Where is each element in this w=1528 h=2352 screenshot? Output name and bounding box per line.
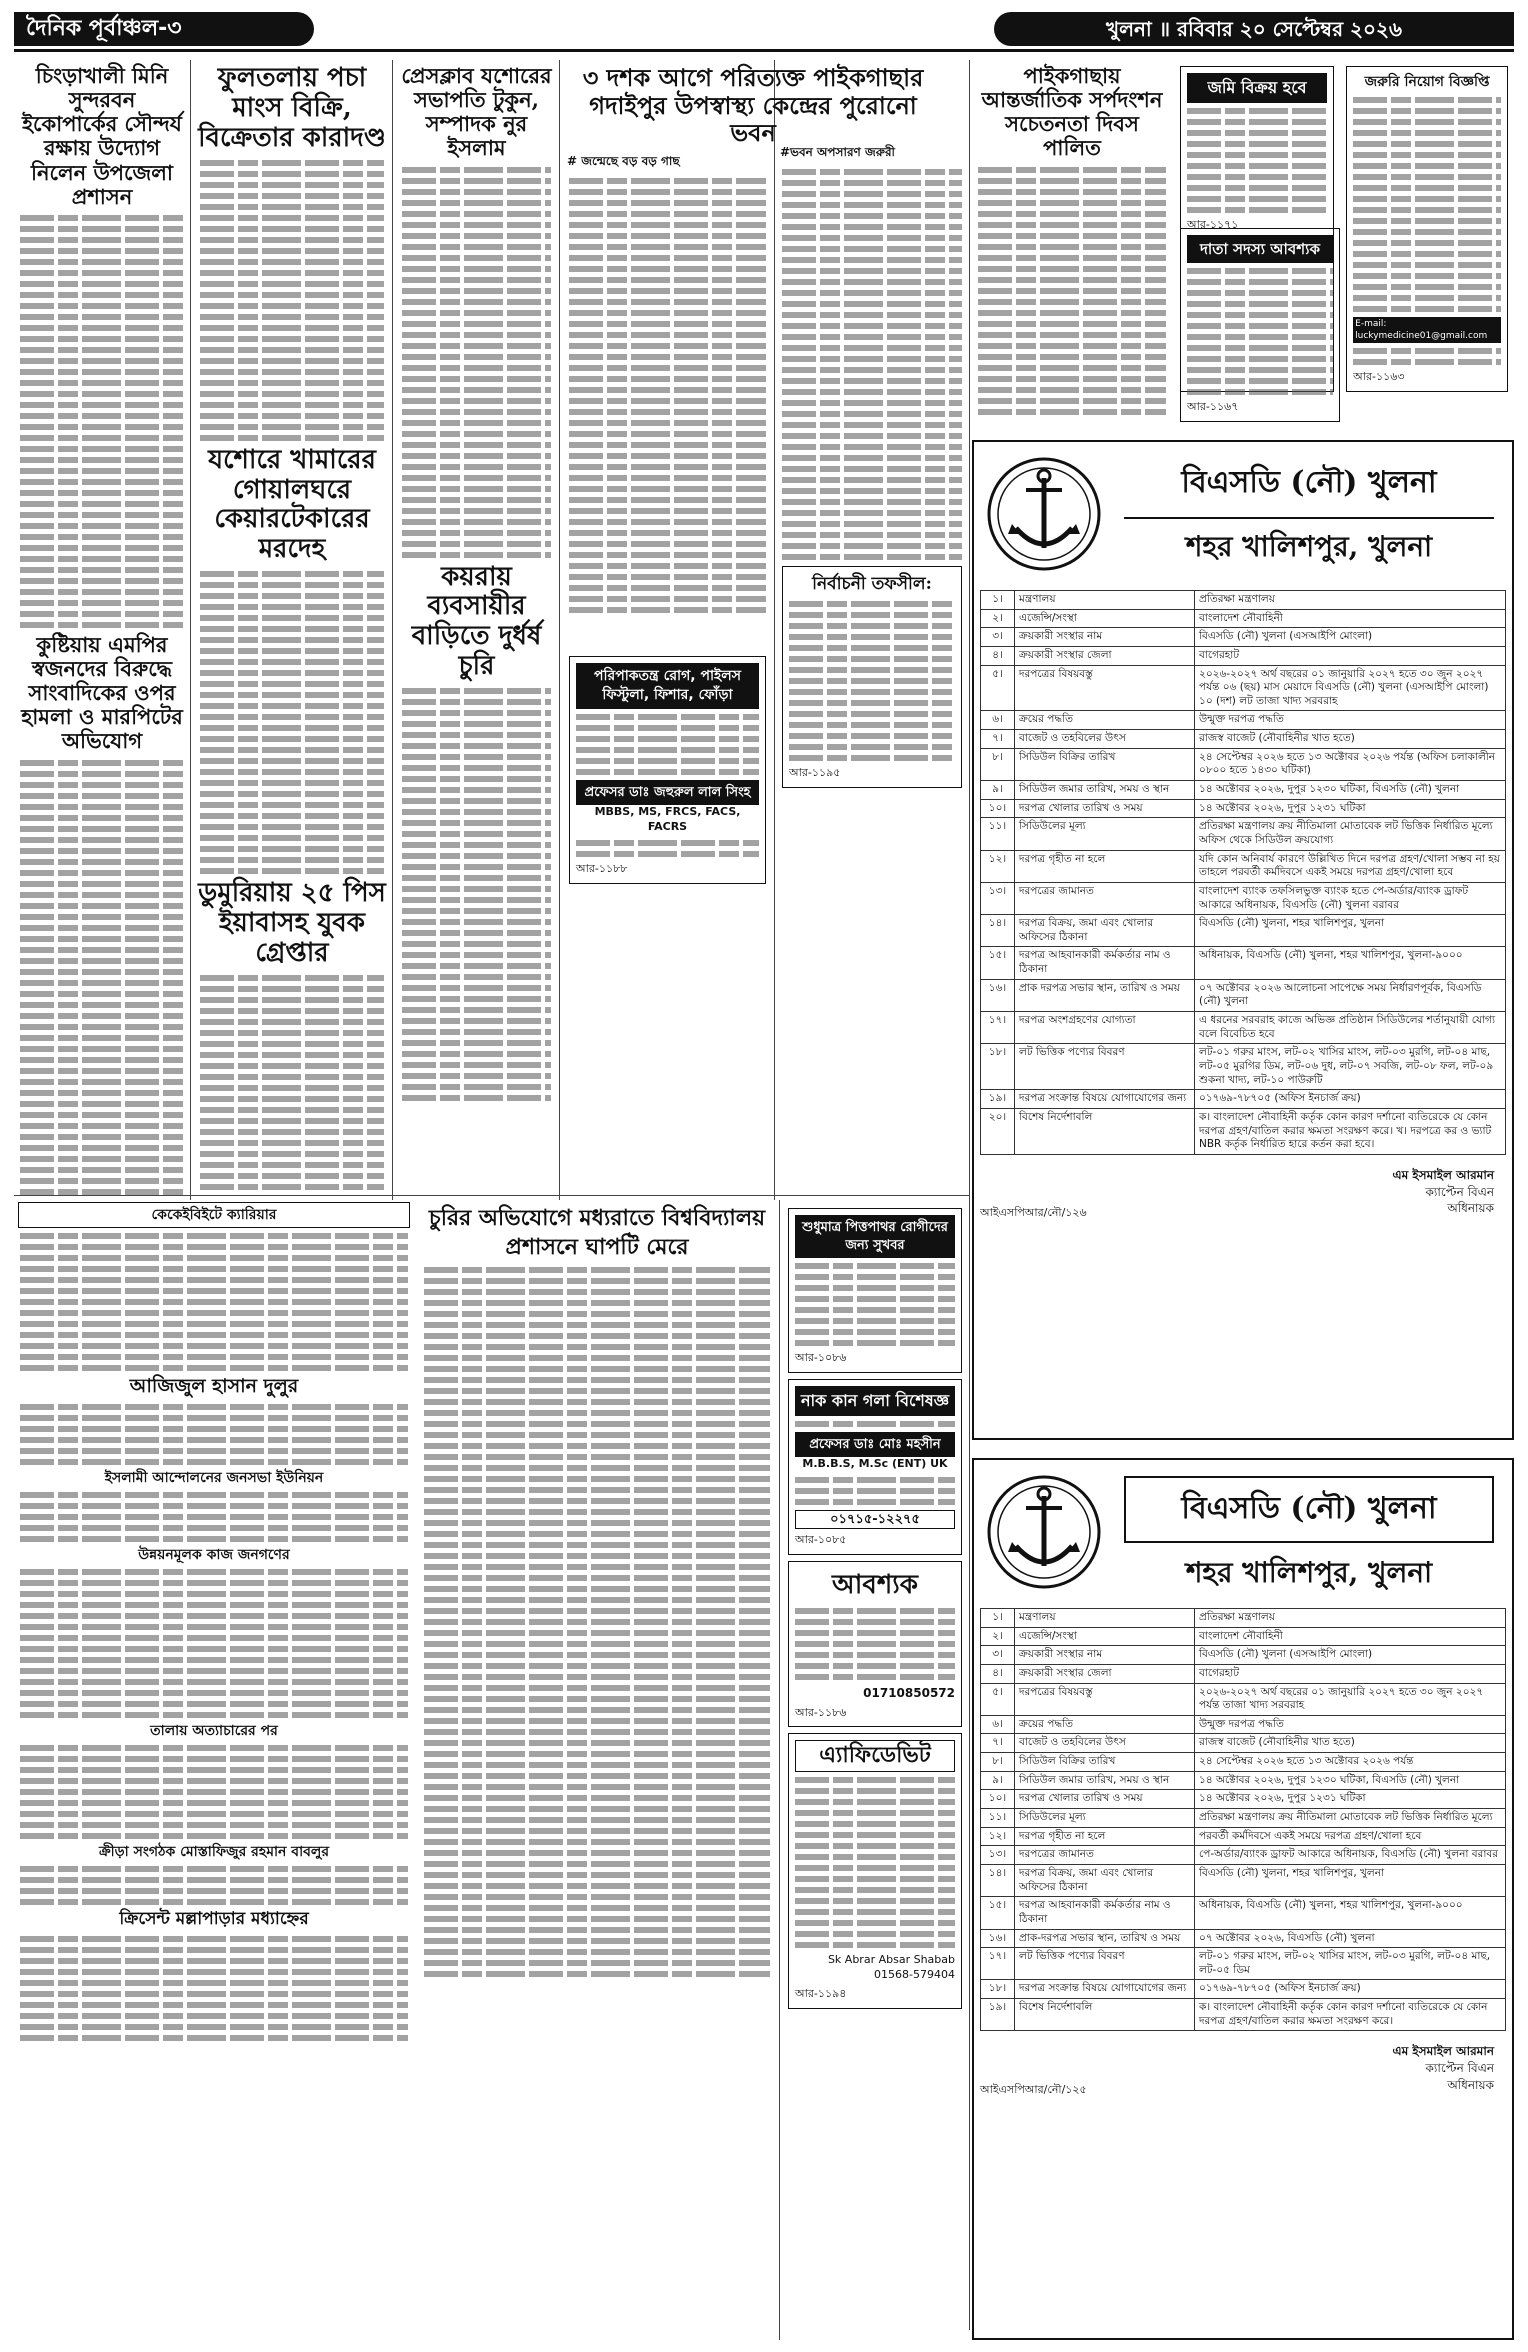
tender-row <box>981 1980 1506 1999</box>
headline: তালায় অত্যাচারের পর <box>150 1723 278 1740</box>
row-value: উন্মুক্ত দরপত্র পদ্ধতি <box>1195 1715 1506 1734</box>
row-number: ১৫। <box>981 1897 1015 1929</box>
row-number: ১৩। <box>981 1846 1015 1865</box>
ad-election <box>782 566 962 788</box>
row-number: ২০। <box>981 1108 1015 1154</box>
tender-row <box>981 1753 1506 1772</box>
lead-headline: ৩ দশক আগে পরিত্যক্ত পাইকগাছার গদাইপুর উপস্বাস্থ্য কেন্দ্রের পুরোনো ভবন <box>582 63 924 148</box>
signer-rank: ক্যাপ্টেন বিএন <box>1425 1184 1494 1199</box>
row-number: ৩। <box>981 1646 1015 1665</box>
row-value: বিএসডি (নৌ) খুলনা, শহর খালিশপুর, খুলনা <box>1195 1864 1506 1896</box>
row-value: ০১৭৬৯-৭৮৭০৫ (অফিস ইনচার্জ ক্রয়) <box>1195 1090 1506 1109</box>
row-label: সিডিউলের মূল্য <box>1015 1809 1195 1828</box>
row-value: বাগেরহাট <box>1195 1664 1506 1683</box>
row-label: দরপত্র খোলার তারিখ ও সময় <box>1015 799 1195 818</box>
ad-doctor <box>569 656 766 884</box>
tender-row <box>981 1809 1506 1828</box>
row-label: দরপত্র গৃহীত না হলে <box>1015 850 1195 882</box>
headline: যশোরে খামারের গোয়ালঘরে কেয়ারটেকারের মরদেহ <box>208 444 376 565</box>
tender-row <box>981 1790 1506 1809</box>
doctor-degree: MBBS, MS, FRCS, FACS, FACRS <box>594 805 741 834</box>
subhead: #ভবন অপসারণ জরুরী <box>780 145 895 159</box>
section-label: দৈনিক পূর্বাঞ্চল-৩ <box>14 12 314 46</box>
affidavit-mobile: 01568-579404 <box>874 1967 955 1981</box>
row-number: ৬। <box>981 1715 1015 1734</box>
ad-title: আবশ্যক <box>832 1570 918 1601</box>
row-value: যদি কোন অনিবার্য কারণে উল্লিখিত দিনে দরপত্র গ্রহণ/খোলা সম্ভব না হয় তাহলে পরবর্তী কর্মদিবসে একই সময়ে দরপত্র গ্রহণ/খোলা হবে <box>1195 850 1506 882</box>
ad-ref: আর-১১৭১ <box>1187 217 1239 231</box>
tender-org: বিএসডি (নৌ) খুলনা <box>1124 1476 1494 1543</box>
row-label: দরপত্রের বিষয়বস্তু <box>1015 665 1195 711</box>
row-label: লট ভিত্তিক পণ্যের বিবরণ <box>1015 1948 1195 1980</box>
doctor-name: প্রফেসর ডাঃ জহুরুল লাল সিংহ <box>576 780 759 806</box>
row-value: ১৪ অক্টোবর ২০২৬, দুপুর ১২৩০ ঘটিকা, বিএসডি (নৌ) খুলনা <box>1195 781 1506 800</box>
column-2 <box>194 60 390 1190</box>
tender-row <box>981 1734 1506 1753</box>
row-label: এজেন্সি/সংস্থা <box>1015 609 1195 628</box>
row-number: ১৪। <box>981 915 1015 947</box>
tender-row <box>981 1929 1506 1948</box>
row-value: পে-অর্ডার/ব্যাংক ড্রাফট আকারে অধিনায়ক, বিএসডি (নৌ) খুলনা বরাবর <box>1195 1846 1506 1865</box>
headline: পাইকগাছায় আন্তর্জাতিক সর্পদংশন সচেতনতা দিবস পালিত <box>981 63 1163 161</box>
tender-row <box>981 947 1506 979</box>
row-value: প্রতিরক্ষা মন্ত্রণালয় <box>1195 591 1506 610</box>
ad-wanted <box>788 1561 962 1727</box>
row-value: বিএসডি (নৌ) খুলনা (এসআইপি মোংলা) <box>1195 1646 1506 1665</box>
row-label: দরপত্রের জামানত <box>1015 1846 1195 1865</box>
row-number: ১৭। <box>981 1948 1015 1980</box>
ad-gallstone <box>788 1208 962 1373</box>
row-label: এজেন্সি/সংস্থা <box>1015 1627 1195 1646</box>
ad-affidavit <box>788 1733 962 2008</box>
headline: চুরির অভিযোগে মধ্যরাতে বিশ্ববিদ্যালয় <box>428 1205 766 1231</box>
tender-row <box>981 781 1506 800</box>
signer-name: এম ইসমাইল আরমান <box>1392 2044 1494 2059</box>
tender-ref: আইএসপিআর/নৌ/১২৬ <box>980 1206 1087 1220</box>
tender-row <box>981 1683 1506 1715</box>
row-label: দরপত্র আহবানকারী কর্মকর্তার নাম ও ঠিকানা <box>1015 947 1195 979</box>
row-value: বিএসডি (নৌ) খুলনা, শহর খালিশপুর, খুলনা <box>1195 915 1506 947</box>
row-label: বাজেট ও তহবিলের উৎস <box>1015 730 1195 749</box>
tender-place: শহর খালিশপুর, খুলনা <box>1185 1556 1433 1589</box>
ad-phone: 01710850572 <box>863 1686 955 1701</box>
tender-row <box>981 1090 1506 1109</box>
tender-row <box>981 591 1506 610</box>
row-label: দরপত্র গৃহীত না হলে <box>1015 1827 1195 1846</box>
row-value: প্রতিরক্ষা মন্ত্রণালয় ক্রয় নীতিমালা মোতাবেক লট ভিত্তিক নির্ধারিত মূল্যে অফিস থেকে সিডিউল ক্রয়যোগ্য <box>1195 818 1506 850</box>
row-number: ২। <box>981 1627 1015 1646</box>
tender-row <box>981 1864 1506 1896</box>
row-number: ১৪। <box>981 1864 1015 1896</box>
signer-title: অধিনায়ক <box>1447 1201 1494 1216</box>
article-body <box>14 760 190 1195</box>
ad-ref: আর-১১৮৮ <box>576 862 628 876</box>
row-label: ক্রয়কারী সংস্থার নাম <box>1015 628 1195 647</box>
signer-name: এম ইসমাইল আরমান <box>1392 1167 1494 1182</box>
ad-ref: আর-১১৯৫ <box>789 765 841 779</box>
tender-row <box>981 609 1506 628</box>
column-4b <box>776 60 968 1190</box>
row-number: ৭। <box>981 730 1015 749</box>
subhead: # জন্মেছে বড় বড় গাছ <box>567 153 680 168</box>
ad-ref: আর-১১৬৭ <box>1187 400 1239 414</box>
tender-notice-1 <box>972 440 1514 1440</box>
tender-row <box>981 882 1506 914</box>
row-value: ২০২৬-২০২৭ অর্থ বছরের ০১ জানুয়ারি ২০২৭ হতে ৩০ জুন ২০২৭ পর্যন্ত তাজা খাদ্য সরবরাহ <box>1195 1683 1506 1715</box>
tender-table <box>980 1608 1506 2031</box>
ad-title: নাক কান গলা বিশেষজ্ঞ <box>795 1386 955 1416</box>
ad-title: জরুরি নিয়োগ বিজ্ঞপ্তি <box>1364 74 1490 90</box>
row-value: বাংলাদেশ নৌবাহিনী <box>1195 609 1506 628</box>
row-number: ৯। <box>981 781 1015 800</box>
tender-row <box>981 799 1506 818</box>
row-value: ক। বাংলাদেশ নৌবাহিনী কর্তৃক কোন কারণ দর্শানো ব্যতিরেকে যে কোন দরপত্র গ্রহণ/বাতিল করার ক্ষমতা সংরক্ষণ করে। খ। দরপত্রে কর ও ভ্যাট NBR কর্তৃক নির্ধারিত হারে কর্তন করা হবে। <box>1195 1108 1506 1154</box>
tender-row <box>981 850 1506 882</box>
row-label: সিডিউলের মূল্য <box>1015 818 1195 850</box>
ad-ref: আর-১০৮৫ <box>795 1533 847 1547</box>
row-number: ৪। <box>981 646 1015 665</box>
dateline: খুলনা ॥ রবিবার ২০ সেপ্টেম্বর ২০২৬ <box>994 12 1514 46</box>
row-value: ২৪ সেপ্টেম্বর ২০২৬ হতে ১৩ অক্টোবর ২০২৬ পর্যন্ত (অফিস চলাকালীন ০৮০০ হতে ১৪৩০ ঘটিকা) <box>1195 748 1506 780</box>
row-label: ক্রয়কারী সংস্থার জেলা <box>1015 646 1195 665</box>
row-number: ১৩। <box>981 882 1015 914</box>
headline: ইসলামী আন্দোলনের জনসভা ইউনিয়ন <box>104 1469 324 1486</box>
row-value: ২৪ সেপ্টেম্বর ২০২৬ হতে ১৩ অক্টোবর ২০২৬ পর্যন্ত <box>1195 1753 1506 1772</box>
ad-phone: ০১৭১৫-১২২৭৫ <box>795 1510 955 1530</box>
row-value: লট-০১ গরুর মাংস, লট-০২ খাসির মাংস, লট-০৩ মুরগি, লট-০৪ মাছ, লট-০৫ মুরগির ডিম, লট-০৬ দুধ, লট-০৭ সবজি, লট-০৮ ফল, লট-০৯ শুকনা খাদ্য, লট-১০ পাউরুটি <box>1195 1044 1506 1090</box>
row-number: ৩। <box>981 628 1015 647</box>
ad-title: জমি বিক্রয় হবে <box>1187 73 1327 103</box>
row-label: দরপত্রের জামানত <box>1015 882 1195 914</box>
row-value: বাগেরহাট <box>1195 646 1506 665</box>
row-number: ১৬। <box>981 1929 1015 1948</box>
row-number: ২। <box>981 609 1015 628</box>
bottom-ads <box>782 1202 968 2342</box>
article-body <box>14 215 190 628</box>
article-body <box>194 160 390 441</box>
tender-row <box>981 1609 1506 1628</box>
row-number: ৮। <box>981 1753 1015 1772</box>
ad-job <box>1346 66 1508 392</box>
row-label: দরপত্র অংশগ্রহণের যোগ্যতা <box>1015 1012 1195 1044</box>
row-value: লট-০১ গরুর মাংস, লট-০২ খাসির মাংস, লট-০৩ মুরগি, লট-০৪ মাছ, লট-০৫ ডিম <box>1195 1948 1506 1980</box>
ad-ref: আর-১১৬৩ <box>1353 370 1405 384</box>
column-1 <box>14 60 190 1190</box>
row-number: ১২। <box>981 1827 1015 1846</box>
tender-row <box>981 628 1506 647</box>
ad-email: E-mail: luckymedicine01@gmail.com <box>1353 317 1501 343</box>
row-number: ৭। <box>981 1734 1015 1753</box>
row-value: অধিনায়ক, বিএসডি (নৌ) খুলনা, শহর খালিশপুর, খুলনা-৯০০০ <box>1195 1897 1506 1929</box>
row-number: ১৫। <box>981 947 1015 979</box>
row-number: ৫। <box>981 1683 1015 1715</box>
row-label: দরপত্র সংক্রান্ত বিষয়ে যোগাযোগের জন্য <box>1015 1980 1195 1999</box>
row-value: ২০২৬-২০২৭ অর্থ বছরের ০১ জানুয়ারি ২০২৭ হতে ৩০ জুন ২০২৭ পর্যন্ত ০৬ (ছয়) মাস মেয়াদে বিএসডি (নৌ) খুলনা (এসআইপি মোংলা) ১০ (দশ) লট তাজা খাদ্য সরবরাহ <box>1195 665 1506 711</box>
navy-anchor-emblem <box>984 1468 1104 1596</box>
row-value: এ ধরনের সরবরাহ কাজে অভিজ্ঞ প্রতিষ্ঠান সিডিউলের শর্তানুযায়ী যোগ্য বলে বিবেচিত হবে <box>1195 1012 1506 1044</box>
ad-ref: আর-১০৮৬ <box>795 1351 847 1365</box>
row-number: ৫। <box>981 665 1015 711</box>
article-body <box>776 169 968 560</box>
headline: প্রেসক্লাব যশোরের সভাপতি টুকুন, সম্পাদক নুর ইসলাম <box>401 63 552 161</box>
tender-row <box>981 979 1506 1011</box>
row-label: দরপত্র খোলার তারিখ ও সময় <box>1015 1790 1195 1809</box>
row-label: দরপত্র সংক্রান্ত বিষয়ে যোগাযোগের জন্য <box>1015 1090 1195 1109</box>
row-label: প্রাক-দরপত্র সভার স্থান, তারিখ ও সময় <box>1015 1929 1195 1948</box>
headline: প্রশাসনে ঘাপটি মেরে <box>505 1234 689 1261</box>
row-number: ১৯। <box>981 1999 1015 2031</box>
row-value: রাজস্ব বাজেট (নৌবাহিনীর খাত হতে) <box>1195 1734 1506 1753</box>
tender-org: বিএসডি (নৌ) খুলনা <box>1181 465 1437 500</box>
row-number: ১১। <box>981 1809 1015 1828</box>
row-value: ১৪ অক্টোবর ২০২৬, দুপুর ১২৩১ ঘটিকা <box>1195 1790 1506 1809</box>
ad-title: এ্যাফিডেভিট <box>795 1740 955 1772</box>
headline: ডুমুরিয়ায় ২৫ পিস ইয়াবাসহ যুবক গ্রেপ্তার <box>198 878 386 969</box>
signer-rank: ক্যাপ্টেন বিএন <box>1425 2061 1494 2076</box>
tender-row <box>981 1627 1506 1646</box>
tender-row <box>981 1012 1506 1044</box>
row-value: ১৪ অক্টোবর ২০২৬, দুপুর ১২৩১ ঘটিকা <box>1195 799 1506 818</box>
row-number: ১। <box>981 1609 1015 1628</box>
headline: চিংড়াখালী মিনি সুন্দরবন ইকোপার্কের সৌন্দর্য রক্ষায় উদ্যোগ নিলেন উপজেলা প্রশাসন <box>22 63 182 209</box>
row-value: ০৭ অক্টোবর ২০২৬ আলোচনা সাপেক্ষে সময় নির্ধারণপূর্বক, বিএসডি (নৌ) খুলনা <box>1195 979 1506 1011</box>
ad-title: শুধুমাত্র পিত্তপাথর রোগীদের জন্য সুখবর <box>795 1215 955 1258</box>
tender-row <box>981 1108 1506 1154</box>
row-value: বাংলাদেশ ব্যাংক তফসিলভুক্ত ব্যাংক হতে পে-অর্ডার/ব্যাংক ড্রাফট আকারে অধিনায়ক, বিএসডি (নৌ) খুলনা বরাবর <box>1195 882 1506 914</box>
article-body <box>194 571 390 874</box>
ad-ent <box>788 1379 962 1555</box>
row-number: ১৭। <box>981 1012 1015 1044</box>
row-number: ৬। <box>981 711 1015 730</box>
row-number: ১৬। <box>981 979 1015 1011</box>
row-label: সিডিউল বিক্রির তারিখ <box>1015 1753 1195 1772</box>
tender-row <box>981 1948 1506 1980</box>
row-label: সিডিউল জমার তারিখ, সময় ও স্থান <box>1015 1771 1195 1790</box>
headline: উন্নয়নমূলক কাজ জনগণের <box>138 1546 290 1563</box>
row-number: ১৮। <box>981 1980 1015 1999</box>
headline: ফুলতলায় পচা মাংস বিক্রি, বিক্রেতার কারাদণ্ড <box>198 63 386 153</box>
tender-row <box>981 1715 1506 1734</box>
ads-right-top <box>1174 60 1514 480</box>
row-label: বিশেষ নির্দেশাবলি <box>1015 1108 1195 1154</box>
masthead <box>14 10 1514 52</box>
row-label: মন্ত্রণালয় <box>1015 591 1195 610</box>
row-label: দরপত্রের বিষয়বস্তু <box>1015 1683 1195 1715</box>
row-value: রাজস্ব বাজেট (নৌবাহিনীর খাত হতে) <box>1195 730 1506 749</box>
ad-land <box>1180 66 1334 392</box>
tender-row <box>981 646 1506 665</box>
row-label: সিডিউল বিক্রির তারিখ <box>1015 748 1195 780</box>
article-body <box>563 178 772 613</box>
tender-row <box>981 1846 1506 1865</box>
bottom-middle <box>418 1202 776 2342</box>
ad-ref: আর-১১৮৬ <box>795 1705 847 1719</box>
article-body <box>396 688 557 1101</box>
affidavit-name: Sk Abrar Absar Shabab <box>827 1953 955 1967</box>
row-label: বিশেষ নির্দেশাবলি <box>1015 1999 1195 2031</box>
tender-row <box>981 1771 1506 1790</box>
tender-row <box>981 730 1506 749</box>
row-label: মন্ত্রণালয় <box>1015 1609 1195 1628</box>
article-body <box>194 975 390 1190</box>
section-title: কেকেইবিইটে ক্যারিয়ার <box>18 1202 410 1228</box>
tender-row <box>981 748 1506 780</box>
headline: কয়রায় ব্যবসায়ীর বাড়িতে দুর্ধর্ষ চুরি <box>411 561 542 682</box>
row-number: ৮। <box>981 748 1015 780</box>
row-value: ০৭ অক্টোবর ২০২৬, বিএসডি (নৌ) খুলনা <box>1195 1929 1506 1948</box>
row-number: ১২। <box>981 850 1015 882</box>
tender-row <box>981 1664 1506 1683</box>
doctor-degree: M.B.B.S, M.Sc (ENT) UK <box>802 1457 948 1471</box>
signer-title: অধিনায়ক <box>1447 2077 1494 2092</box>
row-label: বাজেট ও তহবিলের উৎস <box>1015 1734 1195 1753</box>
tender-row <box>981 1646 1506 1665</box>
row-value: ক। বাংলাদেশ নৌবাহিনী কর্তৃক কোন কারণ দর্শানো ব্যতিরেকে যে কোন দরপত্র গ্রহণ/বাতিল করার ক্ষমতা সংরক্ষণ করে। <box>1195 1999 1506 2031</box>
row-label: ক্রয়কারী সংস্থার জেলা <box>1015 1664 1195 1683</box>
row-label: দরপত্র আহবানকারী কর্মকর্তার নাম ও ঠিকানা <box>1015 1897 1195 1929</box>
row-number: ১৯। <box>981 1090 1015 1109</box>
headline: কুষ্টিয়ায় এমপির স্বজনদের বিরুদ্ধে সাংবাদিকের ওপর হামলা ও মারপিটের অভিযোগ <box>21 631 183 754</box>
tender-row <box>981 711 1506 730</box>
row-number: ৯। <box>981 1771 1015 1790</box>
tender-row <box>981 1999 1506 2031</box>
row-number: ১। <box>981 591 1015 610</box>
ad-ref: আর-১১৯৪ <box>795 1986 847 2000</box>
row-value: প্রতিরক্ষা মন্ত্রণালয় ক্রয় নীতিমালা মোতাবেক লট ভিত্তিক নির্ধারিত মূল্যে <box>1195 1809 1506 1828</box>
doctor-ad-block <box>563 650 772 900</box>
column-3 <box>396 60 557 1190</box>
doctor-name: প্রফেসর ডাঃ মোঃ মহসীন <box>795 1432 955 1458</box>
row-value: প্রতিরক্ষা মন্ত্রণালয় <box>1195 1609 1506 1628</box>
tender-place: শহর খালিশপুর, খুলনা <box>1124 517 1494 572</box>
article-body <box>972 167 1172 415</box>
ad-title: দাতা সদস্য আবশ্যক <box>1187 235 1333 263</box>
tender-row <box>981 1827 1506 1846</box>
row-label: ক্রয়ের পদ্ধতি <box>1015 711 1195 730</box>
navy-anchor-emblem <box>984 450 1104 578</box>
headline: আজিজুল হাসান দুলুর <box>129 1375 299 1397</box>
row-number: ১৮। <box>981 1044 1015 1090</box>
row-label: সিডিউল জমার তারিখ, সময় ও স্থান <box>1015 781 1195 800</box>
row-label: প্রাক দরপত্র সভার স্থান, তারিখ ও সময় <box>1015 979 1195 1011</box>
tender-row <box>981 915 1506 947</box>
row-label: ক্রয়কারী সংস্থার নাম <box>1015 1646 1195 1665</box>
row-value: ১৪ অক্টোবর ২০২৬, দুপুর ১২৩০ ঘটিকা, বিএসডি (নৌ) খুলনা <box>1195 1771 1506 1790</box>
row-number: ১০। <box>981 799 1015 818</box>
row-value: বিএসডি (নৌ) খুলনা (এসআইপি মোংলা) <box>1195 628 1506 647</box>
tender-row <box>981 665 1506 711</box>
bottom-left <box>14 1202 414 2342</box>
headline: ক্রিসেন্ট মল্লাপাড়ার মধ্যাহ্নের <box>119 1909 309 1930</box>
ad-banner: পরিপাকতন্ত্র রোগ, পাইলস ফিস্টুলা, ফিশার, ফোঁড়া <box>576 663 759 709</box>
row-value: অধিনায়ক, বিএসডি (নৌ) খুলনা, শহর খালিশপুর, খুলনা-৯০০০ <box>1195 947 1506 979</box>
tender-row <box>981 818 1506 850</box>
row-value: পরবর্তী কর্মদিবসে একই সময়ে দরপত্র গ্রহণ/খোলা হবে <box>1195 1827 1506 1846</box>
row-label: ক্রয়ের পদ্ধতি <box>1015 1715 1195 1734</box>
tender-notice-2 <box>972 1458 1514 2340</box>
newspaper-page <box>14 10 1514 2342</box>
tender-row <box>981 1897 1506 1929</box>
ad-title: নির্বাচনী তফসীল: <box>812 574 932 594</box>
row-label: দরপত্র বিক্রয়, জমা এবং খোলার অফিসের ঠিকানা <box>1015 1864 1195 1896</box>
tender-ref: আইএসপিআর/নৌ/১২৫ <box>980 2082 1087 2096</box>
row-number: ৪। <box>981 1664 1015 1683</box>
column-5 <box>972 60 1172 480</box>
headline: ক্রীড়া সংগঠক মোস্তাফিজুর রহমান বাবলুর <box>98 1844 330 1861</box>
row-label: লট ভিত্তিক পণ্যের বিবরণ <box>1015 1044 1195 1090</box>
ad-donor <box>1180 228 1340 422</box>
tender-row <box>981 1044 1506 1090</box>
row-number: ১০। <box>981 1790 1015 1809</box>
row-value: উন্মুক্ত দরপত্র পদ্ধতি <box>1195 711 1506 730</box>
article-body <box>396 167 557 558</box>
row-number: ১১। <box>981 818 1015 850</box>
row-value: ০১৭৬৯-৭৮৭০৫ (অফিস ইনচার্জ ক্রয়) <box>1195 1980 1506 1999</box>
row-value: বাংলাদেশ নৌবাহিনী <box>1195 1627 1506 1646</box>
tender-table <box>980 590 1506 1155</box>
row-label: দরপত্র বিক্রয়, জমা এবং খোলার অফিসের ঠিকানা <box>1015 915 1195 947</box>
